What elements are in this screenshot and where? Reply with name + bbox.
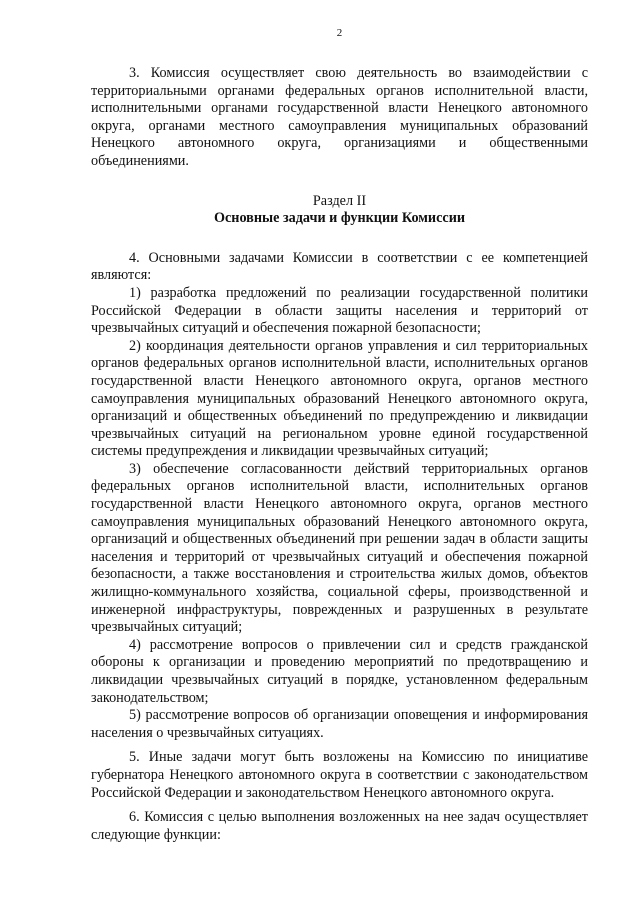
subitem-4: 4) рассмотрение вопросов о привлечении сил и средств гражданской обороны к организации и проведению мероприятий по предотвращению и ликвидации чрезвычайных ситуаций в порядке, установленном федеральным законодательством;: [91, 636, 588, 706]
page-number: 2: [336, 27, 343, 39]
paragraph-item-4: 4. Основными задачами Комиссии в соответствии с ее компетенцией являются:: [91, 249, 588, 284]
section-label: Раздел II: [312, 192, 367, 209]
subitem-2: 2) координация деятельности органов управления и сил территориальных органов федеральных органов исполнительной власти, исполнительных органов государственной власти Ненецкого автономного округа, органов местного самоуправления муниципальных образований Ненецкого автономного округа, организаций и общественных объединений по предупреждению и ликвидации чрезвычайных ситуаций на региональном уровне единой государственной системы предупреждения и ликвидации чрезвычайных ситуаций;: [91, 337, 588, 460]
section-title: Основные задачи и функции Комиссии: [213, 210, 466, 227]
subitem-5: 5) рассмотрение вопросов об организации оповещения и информирования населения о чрезвычайных ситуациях.: [91, 707, 588, 741]
section-heading: [91, 193, 588, 228]
paragraph-item-5: 5. Иные задачи могут быть возложены на Комиссию по инициативе губернатора Ненецкого автономного округа в соответствии с законодательством Российской Федерации и законодательством Ненецкого автономного округа.: [91, 749, 588, 801]
subitem-1: 1) разработка предложений по реализации государственной политики Российской Федерации в области защиты населения и территорий от чрезвычайных ситуаций и обеспечения пожарной безопасности;: [91, 284, 588, 337]
paragraph-item-3: 3. Комиссия осуществляет свою деятельность во взаимодействии с территориальными органами федеральных органов исполнительной власти, исполнительными органами государственной власти Ненецкого автономного округа, органами местного самоуправления муниципальных образований Ненецкого автономного округа, организациями и общественными объединениями.: [91, 65, 588, 169]
subitem-3: 3) обеспечение согласованности действий территориальных органов федеральных органов исполнительной власти, исполнительных органов государственной власти Ненецкого автономного округа, органов местного самоуправления муниципальных образований Ненецкого автономного округа, организаций и общественных объединений при решении задач в области защиты населения и территорий от чрезвычайных ситуаций и обеспечения пожарной безопасности, а также восстановления и строительства жилых домов, объектов жилищно-коммунального хозяйства, социальной сферы, производственной и инженерной инфраструктуры, поврежденных и разрушенных в результате чрезвычайных ситуаций;: [91, 460, 588, 636]
paragraph-item-6: 6. Комиссия с целью выполнения возложенных на нее задач осуществляет следующие функции:: [91, 809, 588, 843]
